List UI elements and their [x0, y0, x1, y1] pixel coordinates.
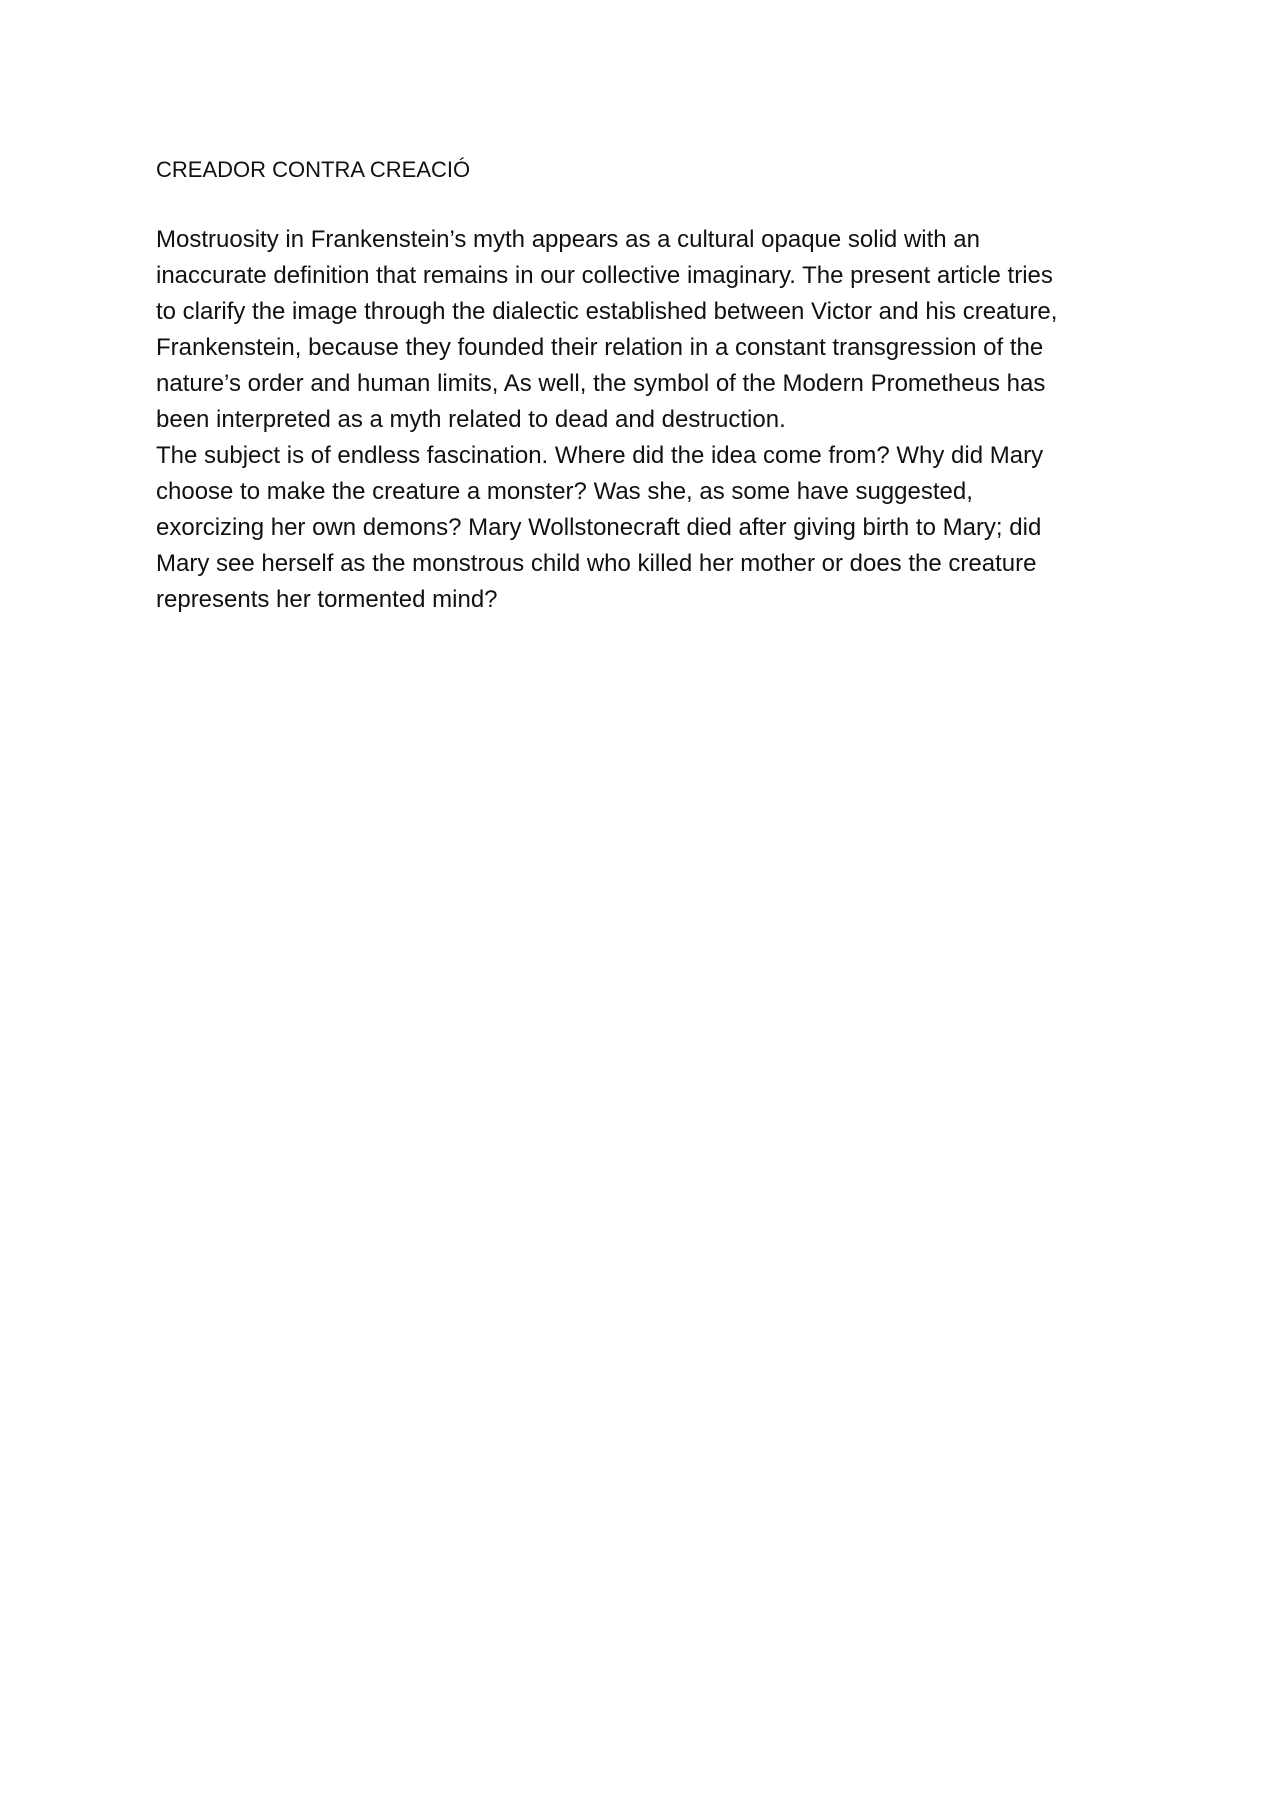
body-paragraph-2	[156, 438, 1146, 618]
body-paragraph-1	[156, 222, 1146, 438]
text-line: been interpreted as a myth related to dead and destruction.	[156, 406, 786, 433]
text-line: Mostruosity in Frankenstein’s myth appears as a cultural opaque solid with an	[156, 226, 980, 253]
text-line: choose to make the creature a monster? Was she, as some have suggested,	[156, 478, 973, 505]
text-line: nature’s order and human limits, As well, the symbol of the Modern Prometheus has	[156, 370, 1046, 397]
text-line: represents her tormented mind?	[156, 586, 498, 613]
text-line: Mary see herself as the monstrous child who killed her mother or does the creature	[156, 550, 1037, 577]
text-line: inaccurate definition that remains in our collective imaginary. The present article tries	[156, 262, 1053, 289]
text-line: to clarify the image through the dialectic established between Victor and his creature,	[156, 298, 1058, 325]
document-title: CREADOR CONTRA CREACIÓ	[156, 157, 471, 182]
document-content	[156, 156, 1146, 618]
text-line: exorcizing her own demons? Mary Wollstonecraft died after giving birth to Mary; did	[156, 514, 1042, 541]
text-line: Frankenstein, because they founded their relation in a constant transgression of the	[156, 334, 1044, 361]
text-line: The subject is of endless fascination. Where did the idea come from? Why did Mary	[156, 442, 1044, 469]
